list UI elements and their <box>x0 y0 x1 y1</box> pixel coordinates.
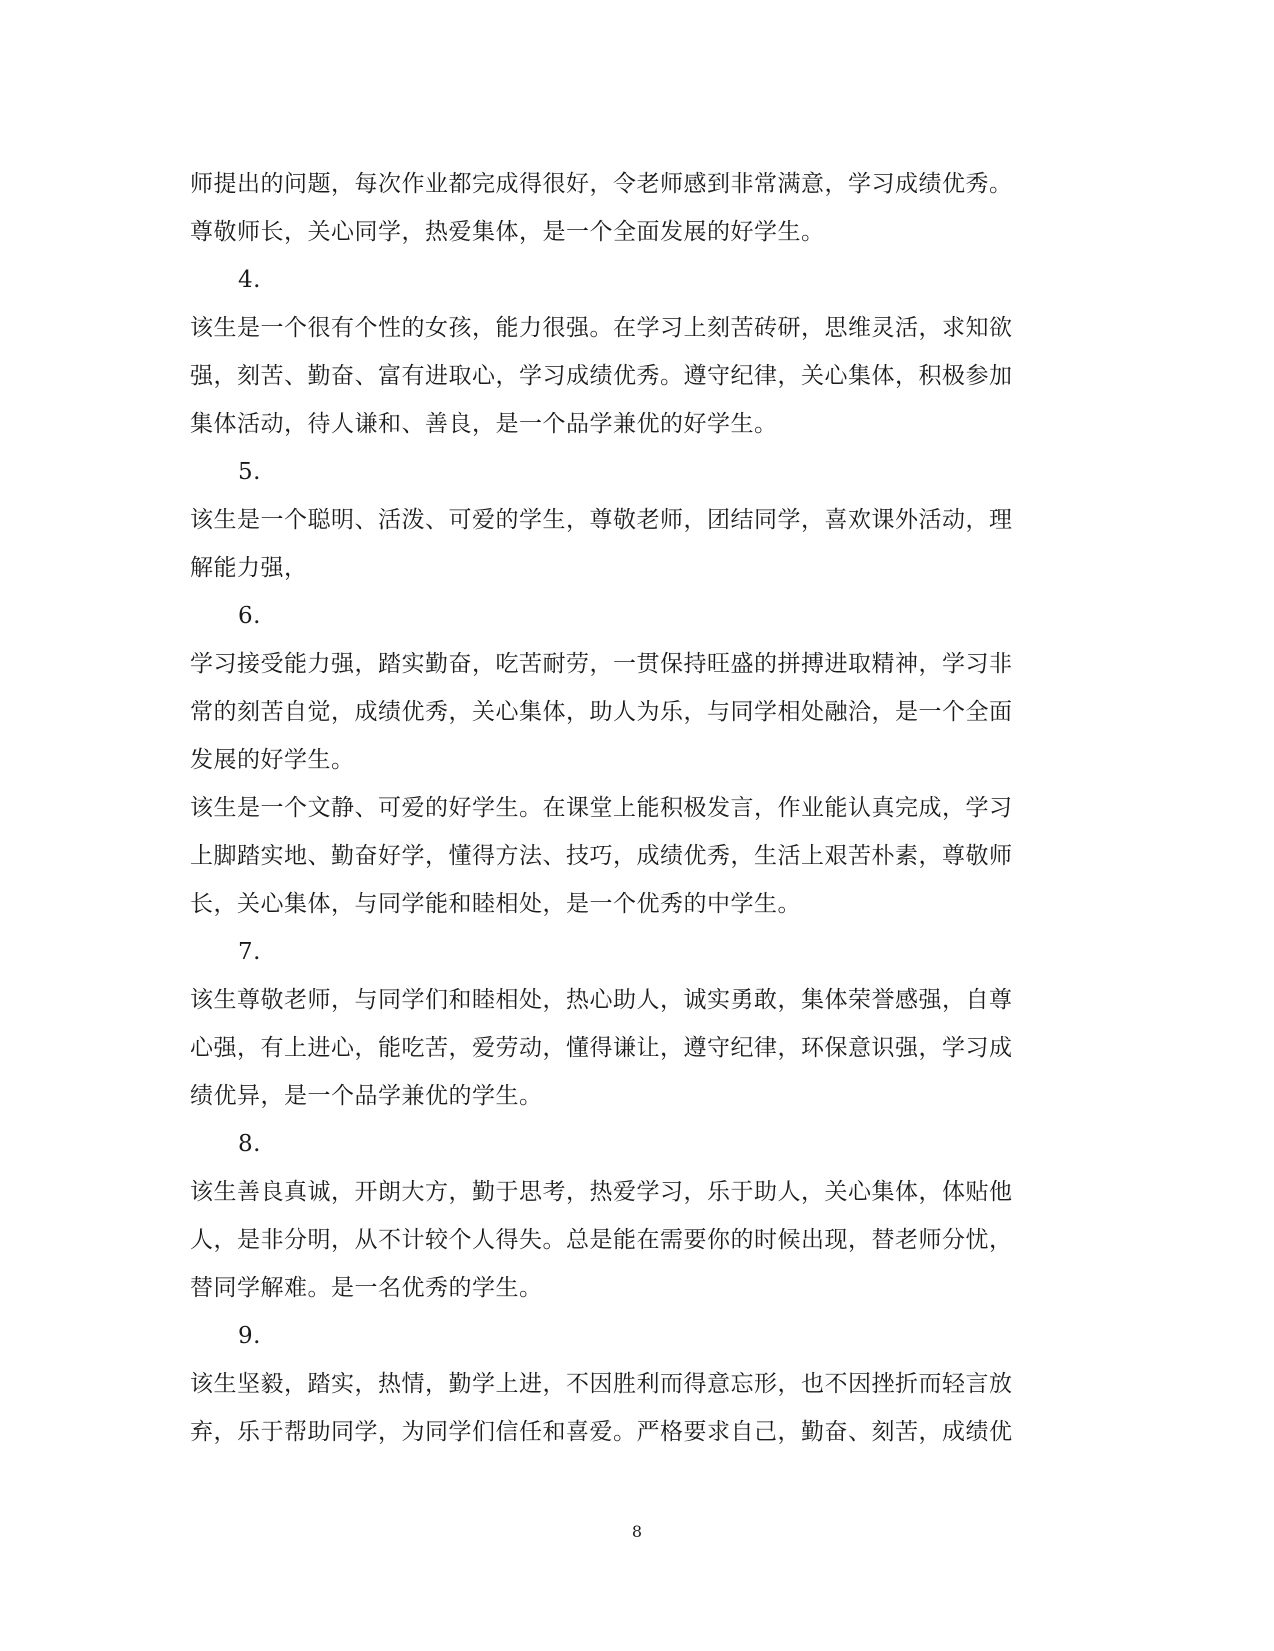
text-line: 集体活动，待人谦和、善良，是一个品学兼优的好学生。 <box>190 411 778 437</box>
document-body <box>190 160 1070 1456</box>
text-line: 弃，乐于帮助同学，为同学们信任和喜爱。严格要求自己，勤奋、刻苦，成绩优 <box>190 1419 1013 1445</box>
text-line: 该生是一个文静、可爱的好学生。在课堂上能积极发言，作业能认真完成，学习 <box>190 795 1013 821</box>
text-line: 学习接受能力强，踏实勤奋，吃苦耐劳，一贯保持旺盛的拼搏进取精神，学习非 <box>190 651 1013 677</box>
text-line: 长，关心集体，与同学能和睦相处，是一个优秀的中学生。 <box>190 891 801 917</box>
text-line: 绩优异，是一个品学兼优的学生。 <box>190 1083 543 1109</box>
text-line: 该生尊敬老师，与同学们和睦相处，热心助人，诚实勇敢，集体荣誉感强，自尊 <box>190 987 1013 1013</box>
text-line: 该生善良真诚，开朗大方，勤于思考，热爱学习，乐于助人，关心集体，体贴他 <box>190 1179 1013 1205</box>
item-number: 6. <box>238 603 261 629</box>
item-number: 9. <box>238 1323 261 1349</box>
text-line: 师提出的问题，每次作业都完成得很好，令老师感到非常满意，学习成绩优秀。 <box>190 171 1013 197</box>
text-line: 心强，有上进心，能吃苦，爱劳动，懂得谦让，遵守纪律，环保意识强，学习成 <box>190 1035 1013 1061</box>
text-line: 解能力强， <box>190 555 308 581</box>
text-line: 替同学解难。是一名优秀的学生。 <box>190 1275 543 1301</box>
item-number: 8. <box>238 1131 261 1157</box>
text-line: 该生是一个很有个性的女孩，能力很强。在学习上刻苦砖研，思维灵活，求知欲 <box>190 315 1013 341</box>
text-line: 该生坚毅，踏实，热情，勤学上进，不因胜利而得意忘形，也不因挫折而轻言放 <box>190 1371 1013 1397</box>
item-number: 5. <box>238 459 261 485</box>
text-line: 上脚踏实地、勤奋好学，懂得方法、技巧，成绩优秀，生活上艰苦朴素，尊敬师 <box>190 843 1013 869</box>
text-line: 发展的好学生。 <box>190 747 355 773</box>
page-number: 8 <box>631 1522 643 1541</box>
text-line: 人，是非分明，从不计较个人得失。总是能在需要你的时候出现，替老师分忧， <box>190 1227 1013 1253</box>
text-line: 常的刻苦自觉，成绩优秀，关心集体，助人为乐，与同学相处融洽，是一个全面 <box>190 699 1013 725</box>
text-line: 该生是一个聪明、活泼、可爱的学生，尊敬老师，团结同学，喜欢课外活动，理 <box>190 507 1013 533</box>
item-number: 4. <box>238 267 261 293</box>
item-number: 7. <box>238 939 261 965</box>
text-line: 强，刻苦、勤奋、富有进取心，学习成绩优秀。遵守纪律，关心集体，积极参加 <box>190 363 1013 389</box>
text-line: 尊敬师长，关心同学，热爱集体，是一个全面发展的好学生。 <box>190 219 825 245</box>
